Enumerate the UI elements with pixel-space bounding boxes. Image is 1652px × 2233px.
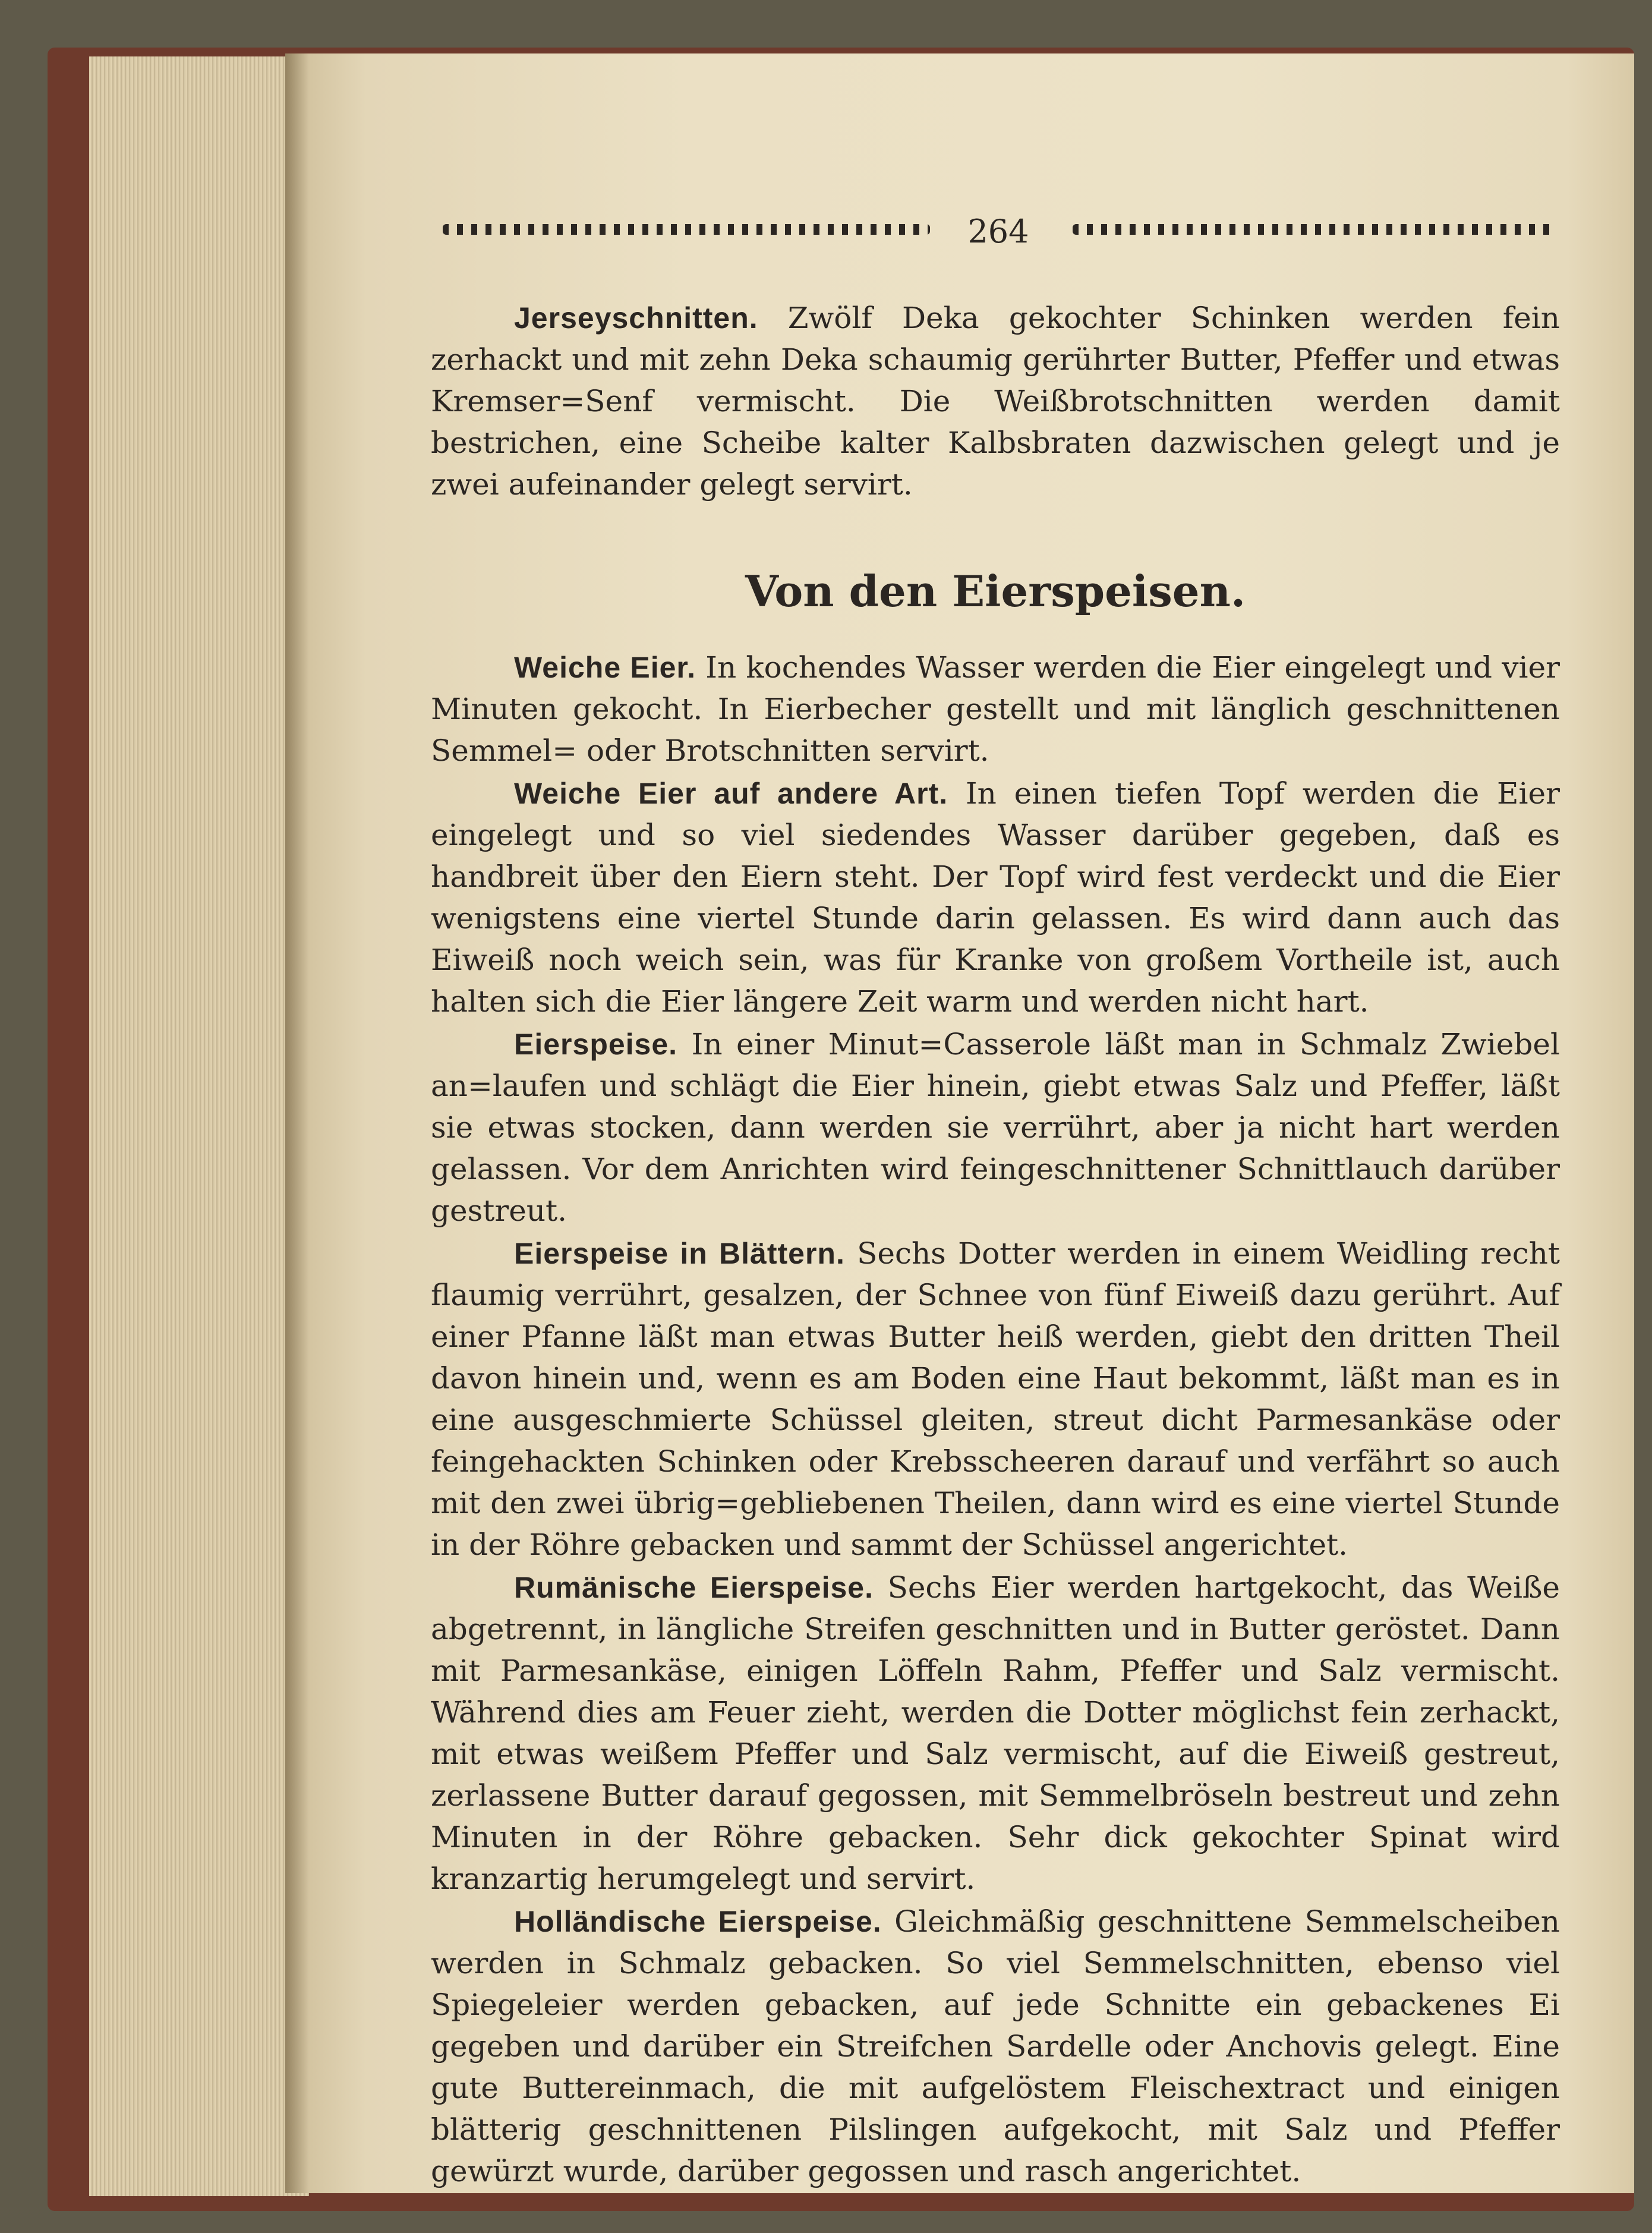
section-title: Von den Eierspeisen. — [745, 566, 1246, 616]
gutter-shadow — [285, 53, 309, 2193]
recipe-text: In kochendes Wasser werden die Eier eingelegt und vier Minuten gekocht. In Eierbecher gestellt und mit länglich geschnittenen Semmel= oder Brotschnitten servirt. — [431, 650, 1560, 768]
recipe-eierspeise — [431, 1023, 1560, 1232]
recipe-weiche-eier — [431, 647, 1560, 771]
page-number: 264 — [967, 213, 1029, 250]
recipe-rumaenische-eierspeise — [431, 1567, 1560, 1900]
recipe-heading: Weiche Eier auf andere Art. — [514, 777, 948, 810]
page-text — [431, 211, 1560, 2192]
recipe-heading: Holländische Eierspeise. — [514, 1905, 882, 1938]
recipe-text: Sechs Eier werden hartgekocht, das Weiße abgetrennt, in längliche Streifen geschnitten und in Butter geröstet. Dann mit Parmesankäse, einigen Löffeln Rahm, Pfeffer und Salz vermischt. Während dies am Feuer zieht, werden die Dotter möglichst fein zerhackt, mit etwas weißem Pfeffer und Salz vermischt, auf die Eiweiß gestreut, zerlassene Butter darauf gegossen, mit Semmelbröseln bestreut und zehn Minuten in der Röhre gebacken. Sehr dick gekochter Spinat wird kranzartig herumgelegt und servirt. — [431, 1570, 1560, 1896]
ornament-left — [443, 224, 930, 235]
recipe-heading: Jerseyschnitten. — [514, 301, 758, 335]
recipe-hollaendische-eierspeise — [431, 1901, 1560, 2192]
recipe-heading: Eierspeise. — [514, 1028, 678, 1061]
recipe-weiche-eier-andere-art — [431, 773, 1560, 1022]
recipe-text: Gleichmäßig geschnittene Semmelscheiben werden in Schmalz gebacken. So viel Semmelschnitten, ebenso viel Spiegeleier werden gebacken, auf jede Schnitte ein gebackenes Ei gegeben und darüber ein Streifchen Sardelle oder Anchovis gelegt. Eine gute Buttereinmach, die mit aufgelöstem Fleischextract und einigen blätterig geschnittenen Pilslingen aufgekocht, mit Salz und Pfeffer gewürzt wurde, darüber gegossen und rasch angerichtet. — [431, 1904, 1560, 2188]
recipe-heading: Weiche Eier. — [514, 651, 696, 684]
recipe-text: In einen tiefen Topf werden die Eier eingelegt und so viel siedendes Wasser darüber gegeben, daß es handbreit über den Eiern steht. Der Topf wird fest verdeckt und die Eier wenigstens eine viertel Stunde darin gelassen. Es wird dann auch das Eiweiß noch weich sein, was für Kranke von großem Vortheile ist, auch halten sich die Eier längere Zeit warm und werden nicht hart. — [431, 776, 1560, 1019]
recipe-heading: Rumänische Eierspeise. — [514, 1571, 874, 1604]
recipe-text: Zwölf Deka gekochter Schinken werden fein zerhackt und mit zehn Deka schaumig gerührter Butter, Pfeffer und etwas Kremser=Senf vermischt. Die Weißbrotschnitten werden damit bestrichen, eine Scheibe kalter Kalbsbraten dazwischen gelegt und je zwei aufeinander gelegt servirt. — [431, 301, 1560, 502]
recipe-eierspeise-in-blaettern — [431, 1233, 1560, 1566]
recipe-jerseyschnitten — [431, 297, 1560, 505]
ornament-right — [1073, 224, 1554, 235]
recipe-text: Sechs Dotter werden in einem Weidling recht flaumig verrührt, gesalzen, der Schnee von fünf Eiweiß dazu gerührt. Auf einer Pfanne läßt man etwas Butter heiß werden, giebt den dritten Theil davon hinein und, wenn es am Boden eine Haut bekommt, läßt man es in eine ausgeschmierte Schüssel gleiten, streut dicht Parmesankäse oder feingehackten Schinken oder Krebsscheeren darauf und verfährt so auch mit den zwei übrig=gebliebenen Theilen, dann wird es eine viertel Stunde in der Röhre gebacken und sammt der Schüssel angerichtet. — [431, 1236, 1560, 1562]
recipe-text: In einer Minut=Casserole läßt man in Schmalz Zwiebel an=laufen und schlägt die Eier hinein, giebt etwas Salz und Pfeffer, läßt sie etwas stocken, dann werden sie verrührt, aber ja nicht hart werden gelassen. Vor dem Anrichten wird feingeschnittener Schnittlauch darüber gestreut. — [431, 1027, 1560, 1228]
recipe-heading: Eierspeise in Blättern. — [514, 1237, 845, 1270]
page-header — [431, 211, 1560, 253]
page-edges — [89, 56, 309, 2196]
